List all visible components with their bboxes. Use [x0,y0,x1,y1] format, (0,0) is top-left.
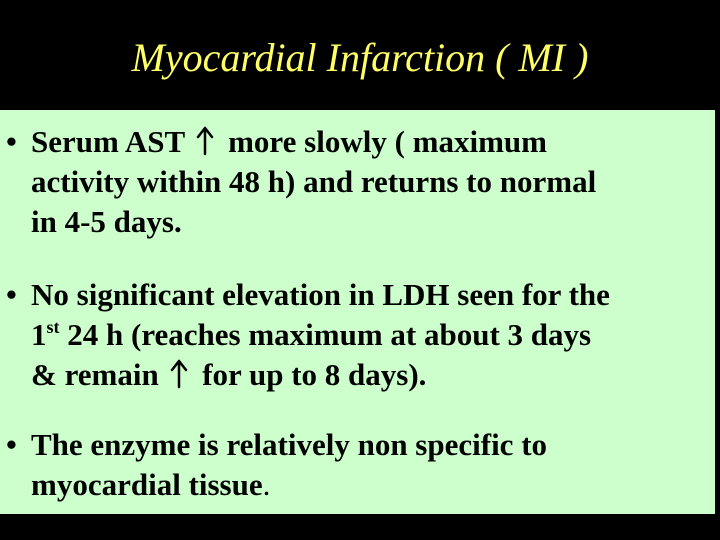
bullet-dot: • [6,124,17,159]
bullet-text-segment: Serum AST [31,124,185,159]
bullet-text-segment: . [262,467,271,502]
title-bar [0,0,720,110]
up-arrow-icon [170,359,188,389]
bullet-text-segment: for up to 8 days). [202,357,427,392]
bullet-line: activity within 48 h) and returns to normal [31,164,597,199]
bullet-text [31,275,711,395]
bullet-text-segment: 1 [31,317,47,352]
bullet-text [31,122,711,242]
bullet-text-segment: more slowly ( maximum [228,124,547,159]
bullet-text-segment: 24 h (reaches maximum at about 3 days [59,317,592,352]
bullet-text-segment: myocardial tissue [31,467,263,502]
content-panel [0,110,715,514]
bullet-line: in 4-5 days. [31,204,182,239]
bullet-line: No significant elevation in LDH seen for the [31,277,610,312]
bullet-dot: • [6,427,17,462]
bullet-text [31,425,711,505]
bullet-dot: • [6,277,17,312]
bullet-text-segment: & remain [31,357,159,392]
bullet-line: The enzyme is relatively non specific to [31,427,548,462]
superscript: st [46,317,60,337]
slide-title: Myocardial Infarction ( MI ) [131,35,589,80]
up-arrow-icon [196,126,214,156]
